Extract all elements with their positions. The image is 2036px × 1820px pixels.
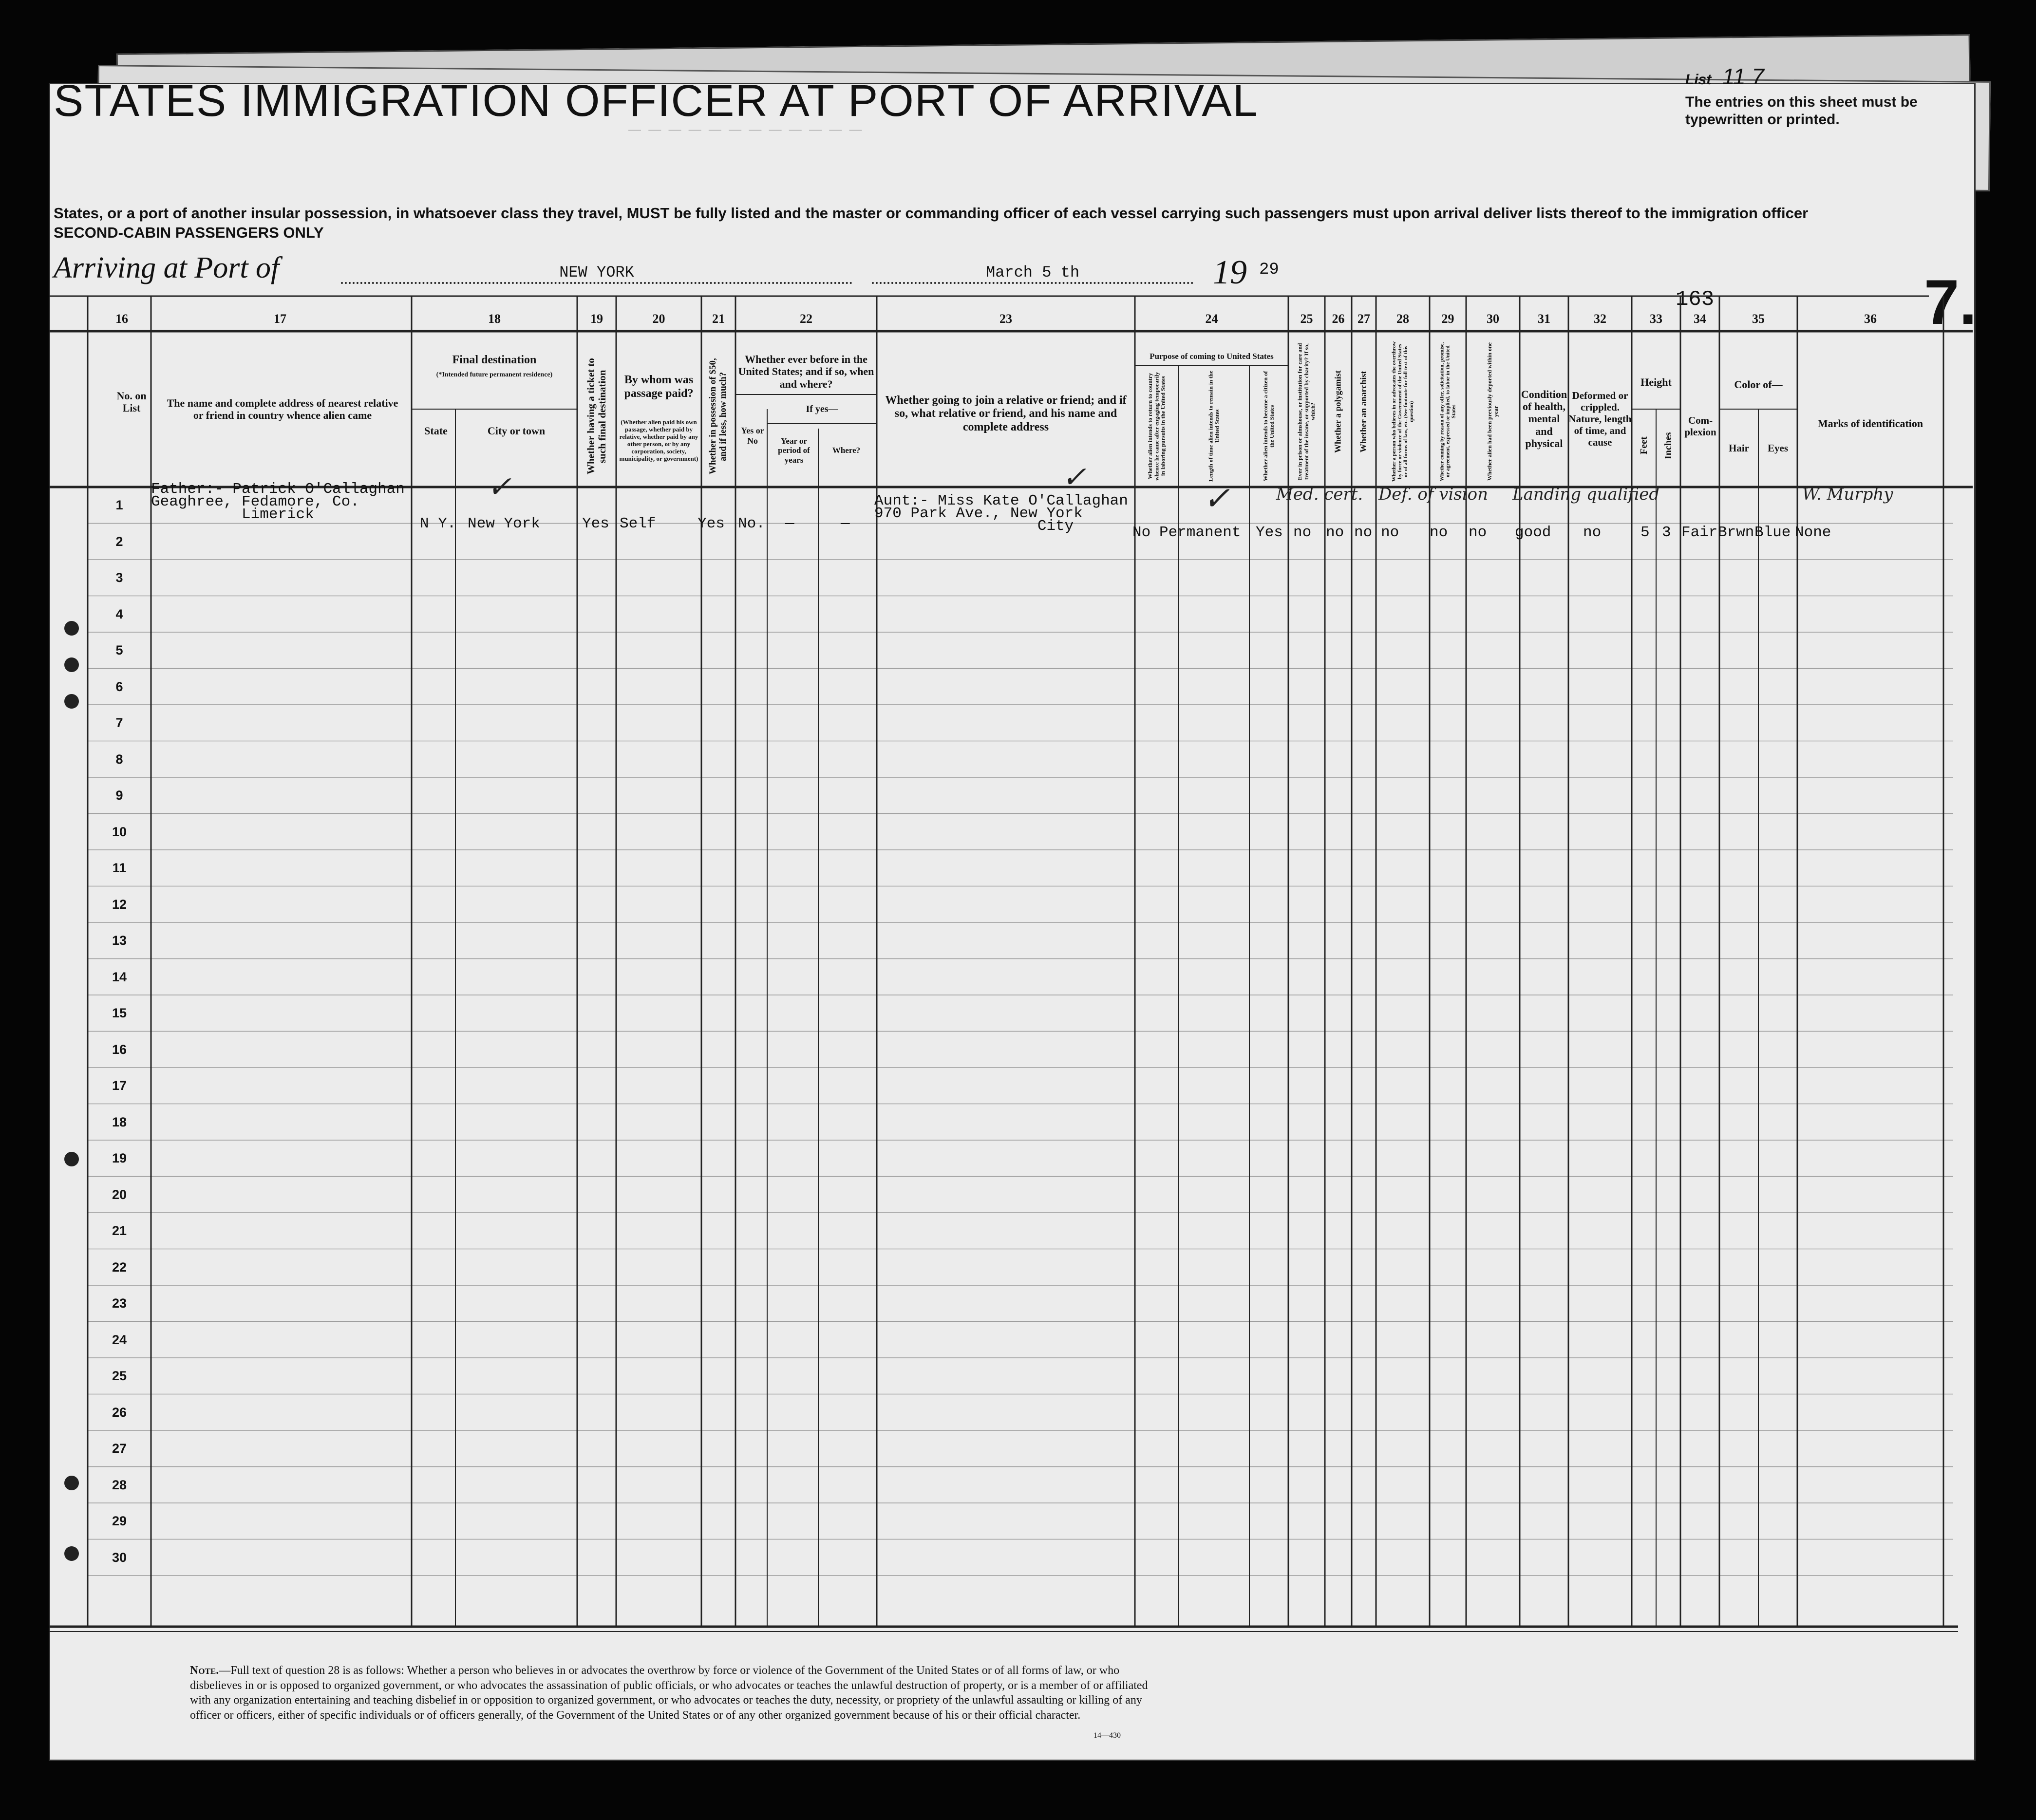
column-number: 24 [1205, 312, 1218, 326]
header-length-stay: Length of time alien intends to remain in the United States [1207, 371, 1221, 482]
cell-before-year: — [785, 515, 794, 532]
header-complexion: Com- plexion [1684, 414, 1716, 438]
cell-city: New York [468, 515, 540, 532]
year-prefix: 19 [1213, 254, 1247, 291]
header-marks: Marks of identification [1817, 417, 1923, 430]
row-number: 22 [112, 1259, 127, 1275]
row-number: 9 [115, 788, 123, 803]
header-no-on-list: No. on List [116, 389, 147, 414]
column-number: 30 [1487, 312, 1499, 326]
cell-complexion: Fair [1681, 524, 1718, 541]
header-before-us: Whether ever before in the United States; and if so, when and where? [738, 353, 874, 390]
header-money: Whether in possession of $50, and if less, how much? [708, 358, 728, 475]
cell-deported: no [1469, 524, 1487, 541]
row-number: 13 [112, 933, 127, 948]
handwritten-landing: Landing qualified [1512, 485, 1660, 504]
row-number: 11 [112, 861, 127, 875]
header-overthrow: Whether a person who believes in or advocates the overthrow by force or violence of the Government of the United States or of all forms of law, etc. (See footnote for full text of this question) [1391, 341, 1415, 482]
footnote-text: —Full text of question 28 is as follows: Whether a person who believes in or advocates the overthrow by force or violence of the Government of the United States or of all forms of law, or who disbelieves in or is opposed to organized government, or who advocates the assassination of public officials, or who advocates or teaches the unlawful destruction of property, or is a member of or affiliated with any organization entertaining and teaching disbelief in or opposition to organized government, or who advocates or teaches the duty, necessity, or propriety of the unlawful assaulting or killing of any officer or officers, either of specific individuals or of officers generally, of the Government of the United States or of any other organized government because of his or their official character. [190, 1664, 1148, 1722]
header-yes-no: Yes or No [741, 426, 764, 446]
cell-overthrow: no [1381, 524, 1399, 541]
column-number: 25 [1300, 312, 1313, 326]
column-number: 31 [1538, 312, 1550, 326]
header-where: Where? [832, 446, 861, 455]
column-number: 17 [274, 312, 286, 326]
row-number: 19 [112, 1151, 127, 1165]
checkmark-icon: ✓ [1062, 460, 1087, 494]
row-number: 4 [115, 606, 123, 621]
cell-before-us: No. [738, 515, 765, 532]
cell-marks: None [1795, 524, 1831, 541]
page-title: STATES IMMIGRATION OFFICER AT PORT OF ARRIVAL [54, 76, 1259, 126]
header-state: State [424, 425, 448, 437]
column-number: 28 [1396, 312, 1409, 326]
arriving-label: Arriving at Port of [54, 251, 280, 284]
header-citizen: Whether alien intends to become a citizen of the United States [1262, 371, 1275, 482]
header-eyes: Eyes [1768, 442, 1788, 454]
header-joining: Whether going to join a relative or friend; and if so, what relative or friend, and his name and complete address [885, 394, 1127, 433]
header-prison: Ever in prison or almshouse, or institution for care and treatment of the insane, or supported by charity? If so, which? [1296, 343, 1317, 480]
cell-ticket: Yes [582, 515, 609, 532]
cell-feet: 5 [1640, 524, 1650, 541]
form-number: 14—430 [1093, 1731, 1121, 1740]
column-number: 16 [115, 312, 128, 326]
cell-offer-labor: no [1430, 524, 1448, 541]
footnote [190, 1663, 1164, 1723]
header-ticket: Whether having a ticket to such final destination [584, 358, 608, 475]
punch-hole [64, 694, 79, 709]
row-number: 24 [112, 1332, 127, 1347]
header-deformed: Deformed or crippled. Nature, length of time, and cause [1568, 389, 1632, 449]
row-number: 20 [112, 1187, 127, 1202]
punch-hole [64, 621, 79, 636]
header-return-country: Whether alien intends to return to country whence he came after engaging temporarily in laboring pursuits in the United States [1147, 372, 1167, 481]
column-number: 33 [1650, 312, 1662, 326]
column-number: 29 [1441, 312, 1454, 326]
cell-eyes: Blue [1754, 524, 1791, 541]
year-suffix: 29 [1259, 261, 1279, 279]
header-feet: Feet [1639, 436, 1649, 455]
row-number: 29 [112, 1514, 127, 1528]
cell-length-stay: Permanent [1159, 524, 1241, 541]
header-final-destination: Final destination [452, 354, 537, 367]
header-polygamist: Whether a polygamist [1333, 370, 1343, 453]
column-number: 19 [590, 312, 603, 326]
column-number: 35 [1752, 312, 1765, 326]
row-number: 26 [112, 1405, 127, 1420]
row-number: 7 [115, 715, 123, 730]
header-anarchist: Whether an anarchist [1358, 371, 1369, 452]
class-note: SECOND-CABIN PASSENGERS ONLY [54, 224, 324, 241]
header-height: Height [1640, 376, 1672, 389]
cell-money: Yes [698, 515, 725, 532]
footnote-label: Note. [190, 1664, 219, 1677]
header-purpose: Purpose of coming to United States [1150, 352, 1274, 361]
cell-anarchist: no [1354, 524, 1373, 541]
column-number: 34 [1694, 312, 1706, 326]
row-number: 8 [115, 751, 123, 767]
checkmark-icon: ✓ [1203, 480, 1230, 517]
row-number: 6 [115, 679, 123, 694]
row-number: 14 [112, 969, 127, 984]
row-number: 12 [112, 897, 127, 912]
column-number: 22 [800, 312, 812, 326]
punch-hole [64, 1476, 79, 1490]
row-number: 23 [112, 1296, 127, 1311]
row-number: 16 [112, 1042, 127, 1057]
sheet-mark: 7. [1924, 266, 1977, 338]
header-deported: Whether alien had been previously deported within one year [1486, 342, 1499, 481]
header-passage-paid-note: (Whether alien paid his own passage, whether paid by relative, whether paid by any other person, or by any corporation, society, municipality, or government) [619, 418, 698, 462]
cell-state: N Y. [420, 515, 456, 532]
port-field: NEW YORK [341, 265, 852, 284]
header-year: Year or period of years [778, 436, 810, 465]
cell-joining: Aunt:- Miss Kate O'Callaghan 970 Park Ave., New York City [874, 492, 1128, 535]
cell-health: good [1515, 524, 1551, 541]
row-number: 15 [112, 1006, 127, 1020]
cell-polygamist: no [1326, 524, 1344, 541]
row-number: 21 [112, 1223, 127, 1238]
date-field: March 5 th [872, 265, 1193, 284]
cell-before-where: — [841, 515, 850, 532]
row-number: 10 [112, 824, 127, 839]
row-number: 5 [115, 643, 123, 657]
header-inches: Inches [1663, 432, 1674, 459]
column-number: 26 [1332, 312, 1345, 326]
punch-hole [64, 657, 79, 672]
header-health: Condition of health, mental and physical [1521, 388, 1567, 450]
row-number: 28 [112, 1477, 127, 1492]
header-city: City or town [487, 425, 546, 437]
row-number: 25 [112, 1369, 127, 1383]
row-number: 18 [112, 1114, 127, 1129]
list-instruction: The entries on this sheet must be typewritten or printed. [1685, 94, 1918, 128]
row-number: 27 [112, 1441, 127, 1456]
list-number: 11 7 [1722, 64, 1764, 89]
bleed-through-text: — — — — — — — — — — — — [628, 122, 864, 136]
handwritten-med-cert: Med. cert. [1276, 485, 1363, 504]
column-number: 32 [1594, 312, 1606, 326]
handwritten-def-vision: Def. of vision [1378, 485, 1489, 504]
page-subtitle: States, or a port of another insular possession, in whatsoever class they travel, MUST be fully listed and the master or commanding officer of each vessel carrying such passengers must upon arrival deliver lists thereof to the immigration officer [54, 205, 1809, 222]
header-nearest-relative: The name and complete address of nearest relative or friend in country whence alien came [167, 396, 398, 421]
header-passage-paid: By whom was passage paid? [624, 374, 694, 400]
header-offer-labor: Whether coming by reason of any offer, solicitation, promise, or agreement, expressed or implied, to labor in the United States [1439, 342, 1457, 481]
handwritten-signature: W. Murphy [1802, 485, 1893, 504]
page-number: 163 [1676, 287, 1715, 312]
column-number: 21 [712, 312, 725, 326]
cell-hair: Brwn [1718, 524, 1754, 541]
row-number: 1 [115, 498, 123, 512]
column-number: 18 [488, 312, 501, 326]
column-number: 23 [999, 312, 1012, 326]
cell-prison: no [1293, 524, 1312, 541]
cell-citizen: Yes [1256, 524, 1283, 541]
header-if-yes: If yes— [806, 403, 838, 414]
cell-relative: Father:- Patrick O'Callaghan Geaghree, Fedamore, Co. Limerick [151, 481, 405, 523]
row-number: 30 [112, 1550, 127, 1565]
punch-hole [64, 1546, 79, 1561]
row-number: 2 [115, 534, 123, 549]
list-label: List [1685, 72, 1712, 88]
column-number: 36 [1864, 312, 1877, 326]
cell-inches: 3 [1662, 524, 1671, 541]
row-number: 3 [115, 570, 123, 585]
column-number: 20 [652, 312, 665, 326]
header-hair: Hair [1729, 442, 1749, 454]
column-number: 27 [1357, 312, 1370, 326]
cell-paid-by: Self [620, 515, 656, 532]
header-color: Color of— [1734, 378, 1783, 391]
header-final-destination-note: (*Intended future permanent residence) [436, 371, 553, 378]
cell-deformed: no [1583, 524, 1602, 541]
punch-hole [64, 1152, 79, 1166]
row-number: 17 [112, 1078, 127, 1093]
checkmark-icon: ✓ [487, 470, 512, 504]
cell-return-country: No [1132, 524, 1151, 541]
